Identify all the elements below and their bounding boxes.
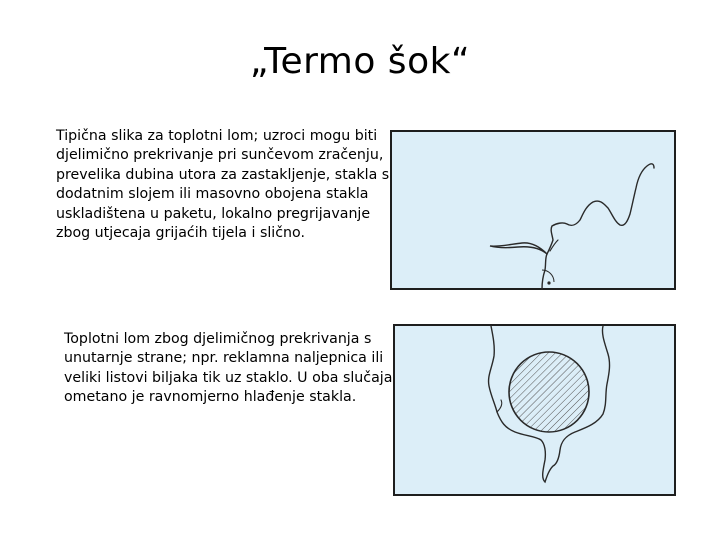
description-paragraph-2: Toplotni lom zbog djelimičnog prekrivanja s unutarnje strane; npr. reklamna naljepnica ili veliki listovi biljaka tik uz staklo. U oba slučaja ometano je ravnomjerno hlađenje stakla. [64, 331, 393, 406]
crack-origin-dot [547, 281, 550, 284]
thermal-crack-figure-1 [390, 130, 676, 290]
slide-title: „Termo šok“ [249, 41, 471, 82]
thermal-crack-figure-2 [393, 324, 676, 496]
description-paragraph-1: Tipična slika za toplotni lom; uzroci mogu biti djelimično prekrivanje pri sunčevom zračenju, prevelika dubina utora za zastakljenje, stakla s dodatnim slojem ili masovno obojena stakla uskladištena u paketu, lokalno pregrijavanje zbog utjecaja grijaćih tijela i slično. [56, 128, 390, 242]
glass-pane-1 [391, 131, 675, 289]
covered-area-sticker [509, 352, 589, 432]
